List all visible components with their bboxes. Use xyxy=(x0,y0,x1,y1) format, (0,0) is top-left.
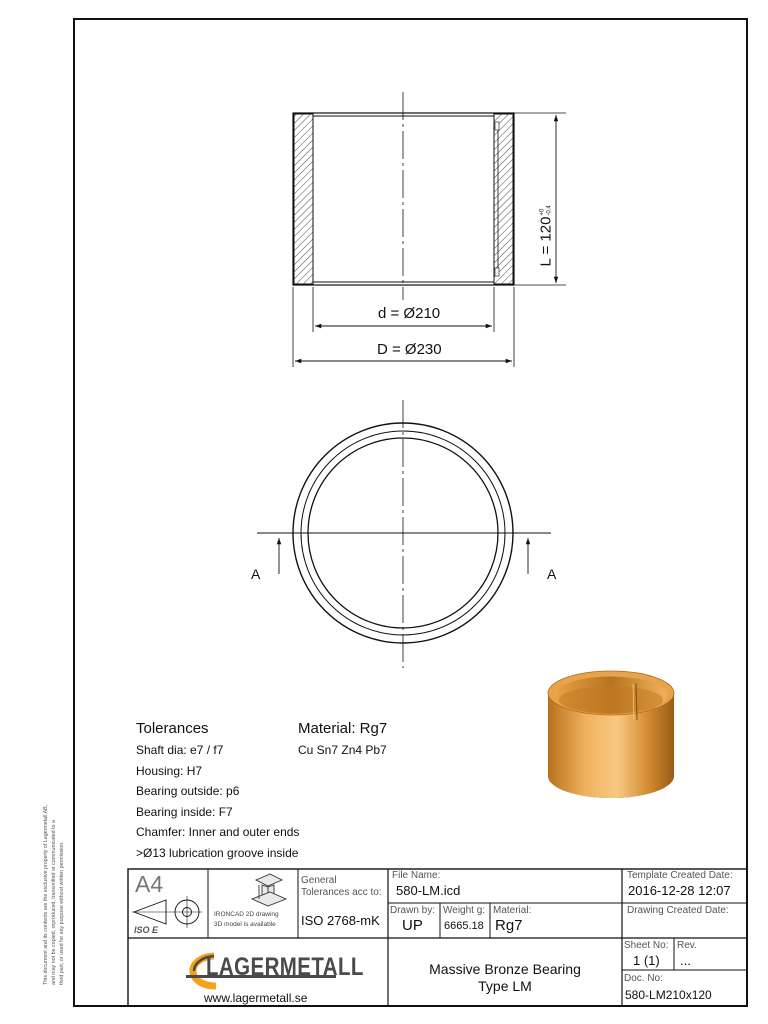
file-name: 580-LM.icd xyxy=(396,883,461,898)
file-name-label: File Name: xyxy=(392,870,441,881)
section-label-left: A xyxy=(251,566,261,582)
length-tol-upper: +0 xyxy=(539,208,546,216)
material-notes xyxy=(298,720,387,757)
material-heading: Material: Rg7 xyxy=(298,720,388,737)
tolerance-line: Housing: H7 xyxy=(136,763,203,778)
tolerance-line: >Ø13 lubrication groove inside xyxy=(136,845,299,860)
weight-label: Weight g: xyxy=(443,905,486,916)
sheet-no: 1 (1) xyxy=(633,953,660,968)
general-tol-label-2: Tolerances acc to: xyxy=(301,887,382,898)
company-website: www.lagermetall.se xyxy=(204,991,308,1005)
tolerances-heading: Tolerances xyxy=(136,720,209,737)
doc-no-label: Doc. No: xyxy=(624,973,663,984)
tolerance-line: Bearing outside: p6 xyxy=(136,784,240,798)
material-label: Material: xyxy=(493,905,532,916)
sheet-no-label: Sheet No: xyxy=(624,940,669,951)
tolerance-line: Bearing inside: F7 xyxy=(136,804,233,819)
bearing-3d-render xyxy=(548,671,674,798)
disclaimer-line-2: and may not be copied, reproduced, transmitted or communicated to a xyxy=(51,820,57,985)
ironcad-note-2: 3D model is available xyxy=(214,921,276,928)
front-view xyxy=(257,400,551,668)
ironcad-part-icon xyxy=(252,874,286,906)
drawn-by-label: Drawn by: xyxy=(390,905,436,916)
general-tol-label-1: General xyxy=(301,875,337,886)
section-view xyxy=(293,92,514,300)
length-dimension-label xyxy=(538,147,555,267)
paper-size: A4 xyxy=(135,871,164,897)
tolerance-line: Shaft dia: e7 / f7 xyxy=(136,743,224,757)
section-label-right: A xyxy=(547,566,557,582)
inner-diameter-label: d = Ø210 xyxy=(378,305,441,322)
template-created: 2016-12-28 12:07 xyxy=(628,883,731,898)
template-created-label: Template Created Date: xyxy=(627,870,733,881)
doc-no: 580-LM210x120 xyxy=(625,988,712,1002)
projection-symbol-icon xyxy=(132,896,202,928)
drawing-title xyxy=(388,961,622,995)
title-line-2: Type LM xyxy=(478,978,532,994)
drawing-created-label: Drawing Created Date: xyxy=(627,905,729,916)
outer-diameter-label: D = Ø230 xyxy=(377,341,442,358)
length-tol-lower: -0.4 xyxy=(546,205,553,216)
rev-label: Rev. xyxy=(677,940,697,951)
tolerances-notes xyxy=(136,720,299,866)
length-value: L = 120 xyxy=(537,216,555,267)
company-logo-text: LAGERMETALL xyxy=(206,953,364,981)
ironcad-note-1: IRONCAD 2D drawing xyxy=(214,911,279,918)
weight-value: 6665.18 xyxy=(444,920,484,932)
projection-label: ISO E xyxy=(134,925,159,935)
disclaimer-line-3: third part, or used for any purpose without written permission. xyxy=(59,841,65,985)
general-tol-value: ISO 2768-mK xyxy=(301,913,380,928)
disclaimer-line-1: This document and its contents are the exclusive property of Lagermetall AB, xyxy=(43,804,49,985)
drawn-by: UP xyxy=(402,917,423,934)
title-line-1: Massive Bronze Bearing xyxy=(429,961,581,977)
material-composition: Cu Sn7 Zn4 Pb7 xyxy=(298,743,387,757)
material-value: Rg7 xyxy=(495,917,523,934)
tolerance-line: Chamfer: Inner and outer ends xyxy=(136,825,300,839)
rev-value: ... xyxy=(680,953,691,968)
